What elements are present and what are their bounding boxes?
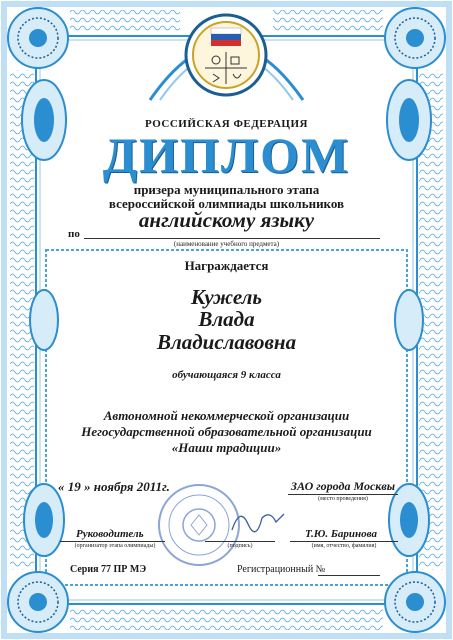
organization-line-1: Автономной некоммерческой организации xyxy=(103,408,350,423)
place-caption: (место проведения) xyxy=(318,496,368,502)
document-series: Серия 77 ПР МЭ xyxy=(70,564,147,575)
subject-prefix: по xyxy=(68,228,80,240)
organization-line-2: Негосударственной образовательной организации xyxy=(81,424,372,439)
subject-caption: (наименование учебного предмета) xyxy=(173,240,280,248)
signature-caption: (подпись) xyxy=(227,543,253,549)
signatory-underline xyxy=(290,541,398,542)
recipient-surname: Кужель xyxy=(190,285,263,309)
organizer-title: Руководитель xyxy=(76,528,144,540)
olympiad-emblem xyxy=(183,12,269,98)
corner-rosette-top-left xyxy=(8,8,68,68)
organizer-caption: (организатор этапа олимпиады) xyxy=(74,543,156,549)
recipient-first-name: Влада xyxy=(198,307,255,331)
issue-date: « 19 » ноября 2011г. xyxy=(58,479,170,494)
olympiad-line: всероссийской олимпиады школьников xyxy=(108,196,345,211)
signatory-caption: (имя, отчество, фамилия) xyxy=(311,543,377,549)
corner-rosette-top-right xyxy=(385,8,445,68)
corner-rosette-bottom-left xyxy=(8,572,68,632)
signature-underline xyxy=(205,541,275,542)
country-name: РОССИЙСКАЯ ФЕДЕРАЦИЯ xyxy=(145,118,308,130)
corner-rosette-bottom-right xyxy=(385,572,445,632)
organizer-underline xyxy=(60,541,165,542)
student-grade: обучающаяся 9 класса xyxy=(172,369,281,381)
diploma-title: ДИПЛОМ xyxy=(102,127,351,183)
recipient-patronymic: Владиславовна xyxy=(156,330,297,354)
signatory-name: Т.Ю. Баринова xyxy=(305,528,377,540)
organization-line-3: «Наши традиции» xyxy=(171,440,282,455)
subject-underline xyxy=(84,238,380,239)
registration-number-label: Регистрационный № xyxy=(237,564,326,575)
registration-number-underline xyxy=(318,575,380,576)
award-type-line: призера муниципального этапа xyxy=(133,182,320,197)
awarded-label: Награждается xyxy=(184,258,269,273)
handwritten-signature xyxy=(228,500,288,540)
place-underline xyxy=(288,494,398,495)
issue-place: ЗАО города Москвы xyxy=(290,479,396,493)
subject-name: английскому языку xyxy=(138,208,315,232)
